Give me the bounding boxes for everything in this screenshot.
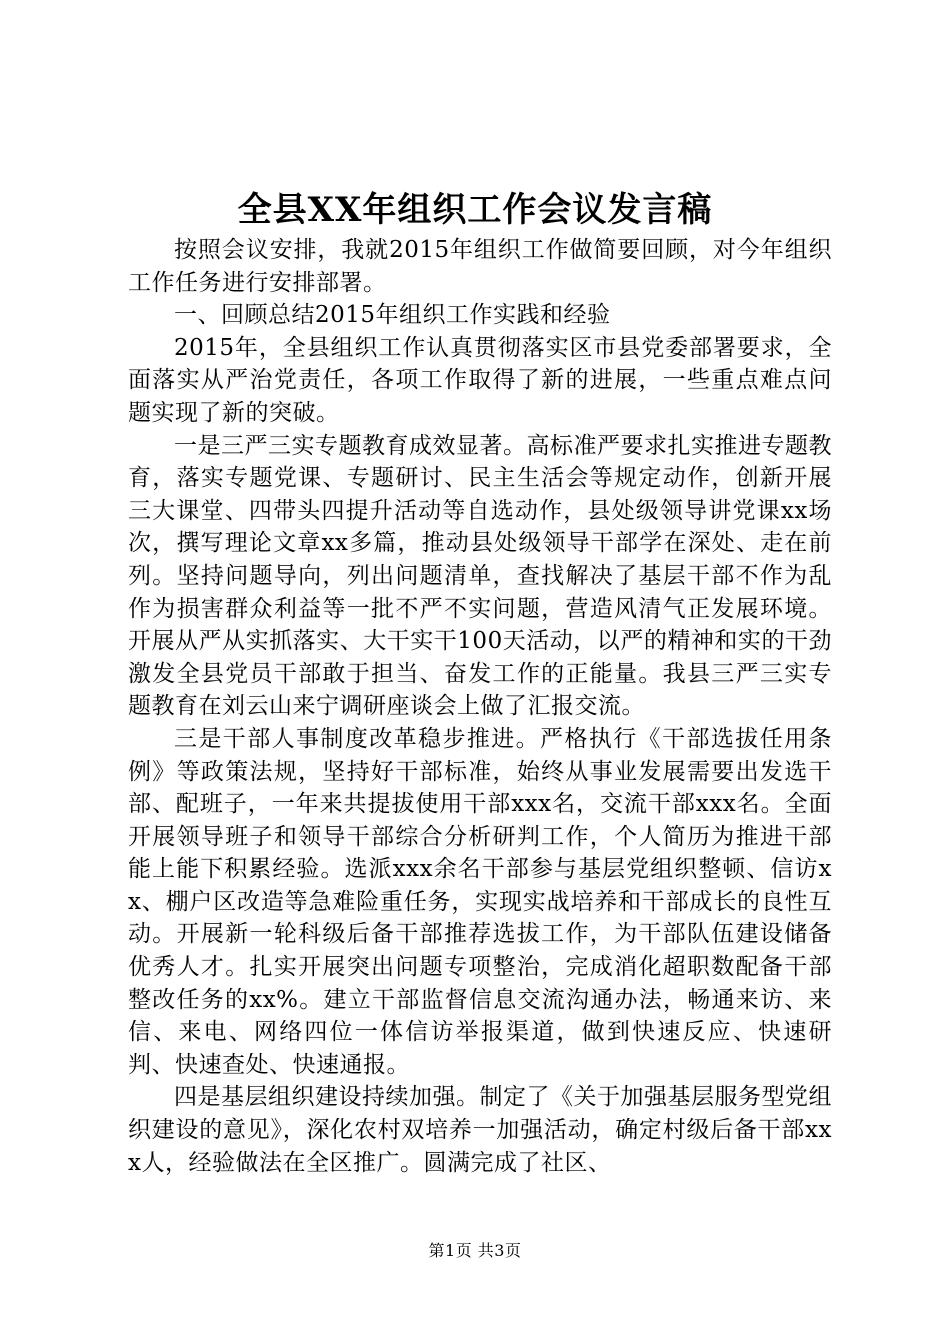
document-title: 全县XX年组织工作会议发言稿 [237,190,713,230]
paragraph-point-four: 四是基层组织建设持续加强。制定了《关于加强基层服务型党组织建设的意见》，深化农村双培养一加强活动，确定村级后备干部xxx人，经验做法在全区推广。圆满完成了社区、 [128,1084,832,1176]
paragraph-intro: 按照会议安排，我就2015年组织工作做简要回顾，对今年组织工作任务进行安排部署。 [128,237,832,296]
paragraph-point-one: 一是三严三实专题教育成效显著。高标准严要求扎实推进专题教育，落实专题党课、专题研讨、民主生活会等规定动作，创新开展三大课堂、四带头四提升活动等自选动作，县处级领导讲党课xx场次，撰写理论文章xx多篇，推动县处级领导干部学在深处、走在前列。坚持问题导向，列出问题清单，查找解决了基层干部不作为乱作为损害群众利益等一批不严不实问题，营造风清气正发展环境。开展从严从实抓落实、大干实干100天活动，以严的精神和实的干劲激发全县党员干部敢于担当、奋发工作的正能量。我县三严三实专题教育在刘云山来宁调研座谈会上做了汇报交流。 [128,432,832,720]
paragraph-point-three: 三是干部人事制度改革稳步推进。严格执行《干部选拔任用条例》等政策法规，坚持好干部标准，始终从事业发展需要出发选干部、配班子，一年来共提拔使用干部xxx名，交流干部xxx名。全面开展领导班子和领导干部综合分析研判工作，个人简历为推进干部能上能下积累经验。选派xxx余名干部参与基层党组织整顿、信访xx、棚户区改造等急难险重任务，实现实战培养和干部成长的良性互动。开展新一轮科级后备干部推荐选拔工作，为干部队伍建设储备优秀人才。扎实开展突出问题专项整治，完成消化超职数配备干部整改任务的xx%。建立干部监督信息交流沟通办法，畅通来访、来信、来电、网络四位一体信访举报渠道，做到快速反应、快速研判、快速查处、快速通报。 [128,725,832,1078]
document-body [128,234,832,1179]
paragraph-overview: 2015年，全县组织工作认真贯彻落实区市县党委部署要求，全面落实从严治党责任，各项工作取得了新的进展，一些重点难点问题实现了新的突破。 [128,334,832,426]
section-heading: 一、回顾总结2015年组织工作实践和经验 [174,302,611,329]
page-footer: 第1页 共3页 [428,1241,522,1260]
